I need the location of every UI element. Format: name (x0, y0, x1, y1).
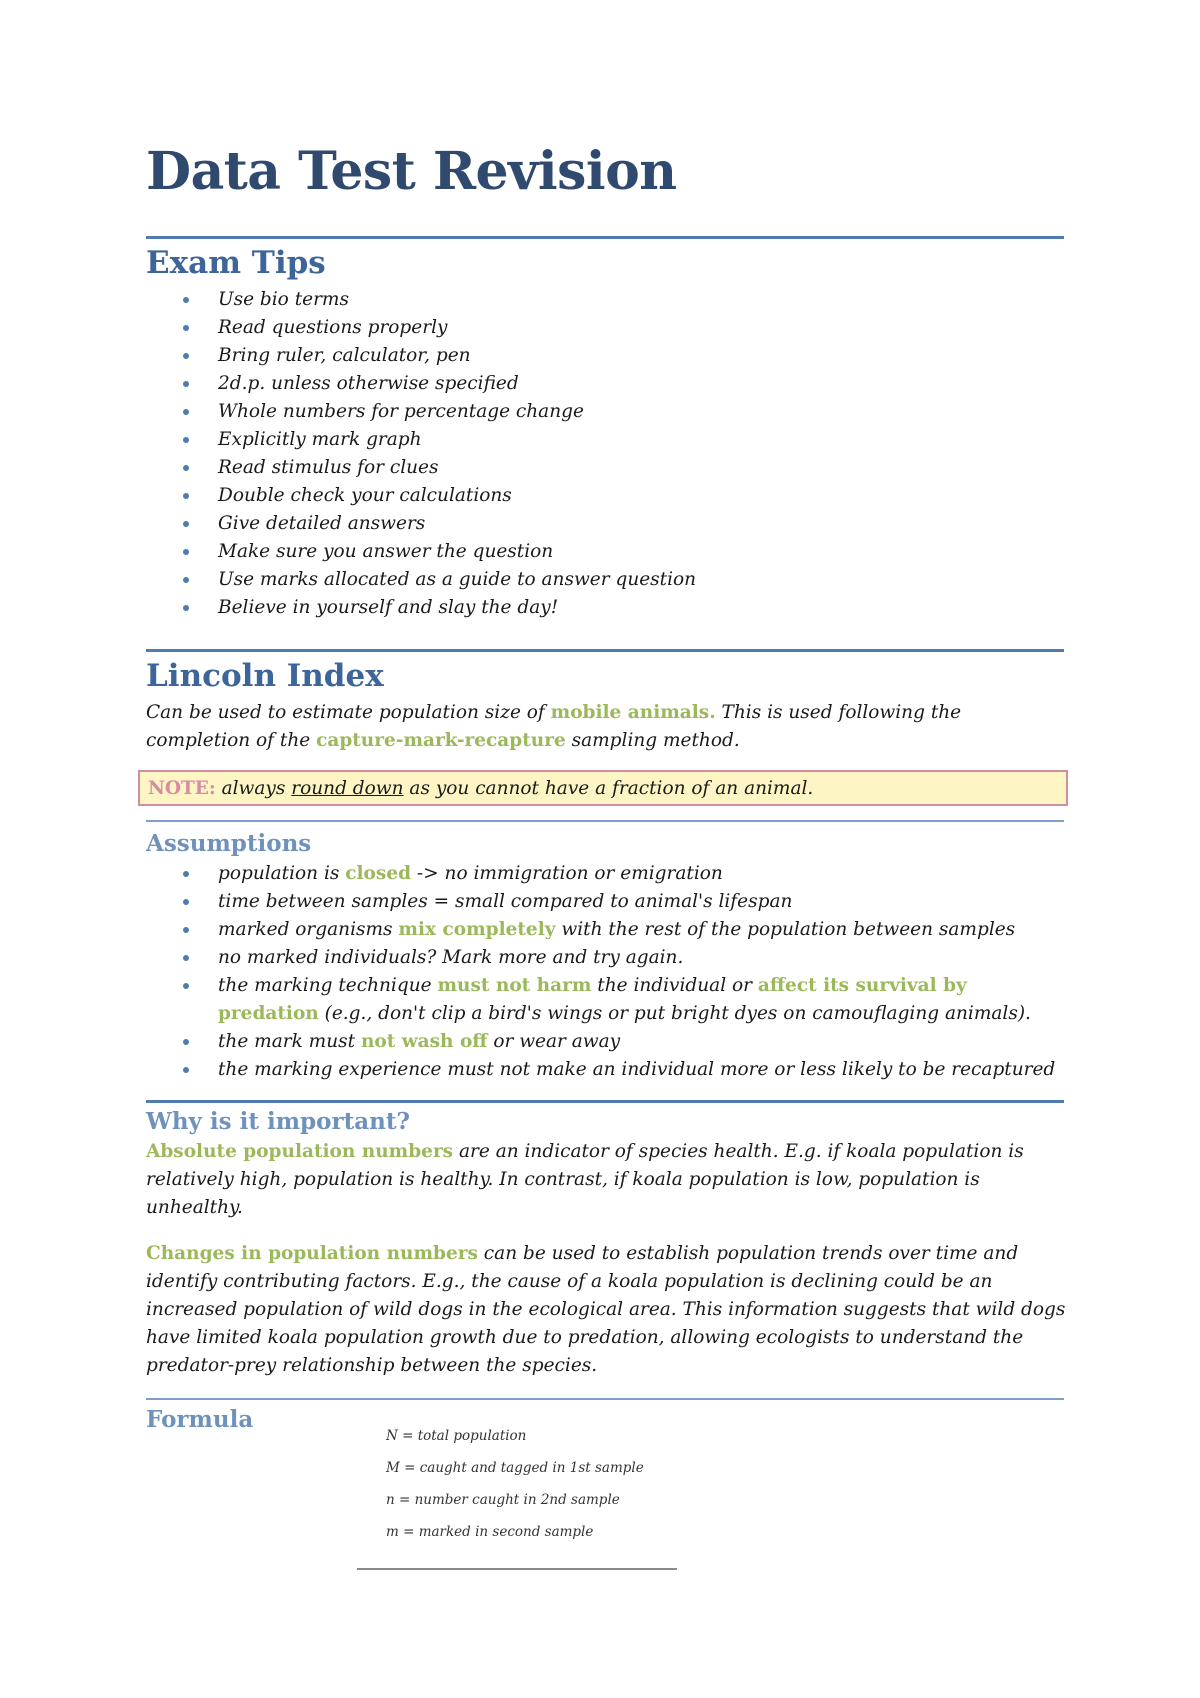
note-box: NOTE: always round down as you cannot have a fraction of an animal. (138, 770, 1068, 806)
formula-definition: n = number caught in 2nd sample (386, 1492, 620, 1508)
exam-tips-heading: Exam Tips (146, 245, 326, 281)
list-item: the marking technique must not harm the individual or affect its survival by predation (e.g., don't clip a bird's wings or put bright dyes on camouflaging animals). (146, 972, 1066, 1028)
page-title: Data Test Revision (146, 141, 677, 202)
fraction-line (357, 1568, 677, 1570)
underlined-text: round down (291, 778, 404, 799)
list-item: Make sure you answer the question (146, 538, 696, 566)
list-item: the mark must not wash off or wear away (146, 1028, 1066, 1056)
highlight-text: mix completely (398, 919, 556, 940)
highlight-text: not wash off (360, 1031, 488, 1052)
section-divider (146, 236, 1064, 239)
formula-definitions (386, 1420, 644, 1548)
lincoln-index-heading: Lincoln Index (146, 658, 384, 694)
section-divider (146, 1398, 1064, 1400)
list-item: Whole numbers for percentage change (146, 398, 696, 426)
list-item: Believe in yourself and slay the day! (146, 594, 696, 622)
section-divider (146, 820, 1064, 822)
list-item: Double check your calculations (146, 482, 696, 510)
formula-definition: m = marked in second sample (386, 1524, 594, 1540)
exam-tips-list (146, 286, 696, 622)
highlight-text: capture-mark-recapture (316, 730, 566, 751)
list-item: Give detailed answers (146, 510, 696, 538)
assumptions-list (146, 860, 1066, 1084)
list-item: Read stimulus for clues (146, 454, 696, 482)
highlight-text: closed (345, 863, 412, 884)
list-item: Use marks allocated as a guide to answer question (146, 566, 696, 594)
highlight-text: Absolute population numbers (146, 1141, 454, 1162)
formula-heading: Formula (146, 1406, 254, 1433)
section-divider (146, 1100, 1064, 1103)
list-item: Use bio terms (146, 286, 696, 314)
list-item: 2d.p. unless otherwise specified (146, 370, 696, 398)
list-item: population is closed -> no immigration or emigration (146, 860, 1066, 888)
importance-heading: Why is it important? (146, 1108, 410, 1135)
formula-definition: M = caught and tagged in 1st sample (386, 1460, 644, 1476)
highlight-text: mobile animals. (550, 702, 716, 723)
highlight-text: affect its survival by predation (218, 975, 967, 1024)
list-item: no marked individuals? Mark more and try again. (146, 944, 1066, 972)
list-item: Bring ruler, calculator, pen (146, 342, 696, 370)
note-label: NOTE: (148, 778, 216, 799)
importance-paragraph-2: Changes in population numbers can be used to establish population trends over time and identify contributing factors. E.g., the cause of a koala population is declining could be an increased population of wild dogs in the ecological area. This information suggests that wild dogs have limited koala population growth due to predation, allowing ecologists to understand the predator-prey relationship between the species. (146, 1243, 1066, 1376)
highlight-text: must not harm (437, 975, 592, 996)
highlight-text: Changes in population numbers (146, 1243, 478, 1264)
importance-paragraph-1: Absolute population numbers are an indicator of species health. E.g. if koala population is relatively high, population is healthy. In contrast, if koala population is low, population is unhealthy. (146, 1141, 1024, 1218)
lincoln-intro: Can be used to estimate population size of mobile animals. This is used following the completion of the capture-mark-recapture sampling method. (146, 702, 962, 751)
formula-definition: N = total population (386, 1428, 527, 1444)
list-item: Read questions properly (146, 314, 696, 342)
list-item: Explicitly mark graph (146, 426, 696, 454)
assumptions-heading: Assumptions (146, 830, 312, 857)
section-divider (146, 649, 1064, 652)
list-item: marked organisms mix completely with the rest of the population between samples (146, 916, 1066, 944)
list-item: the marking experience must not make an individual more or less likely to be recaptured (146, 1056, 1066, 1084)
list-item: time between samples = small compared to animal's lifespan (146, 888, 1066, 916)
